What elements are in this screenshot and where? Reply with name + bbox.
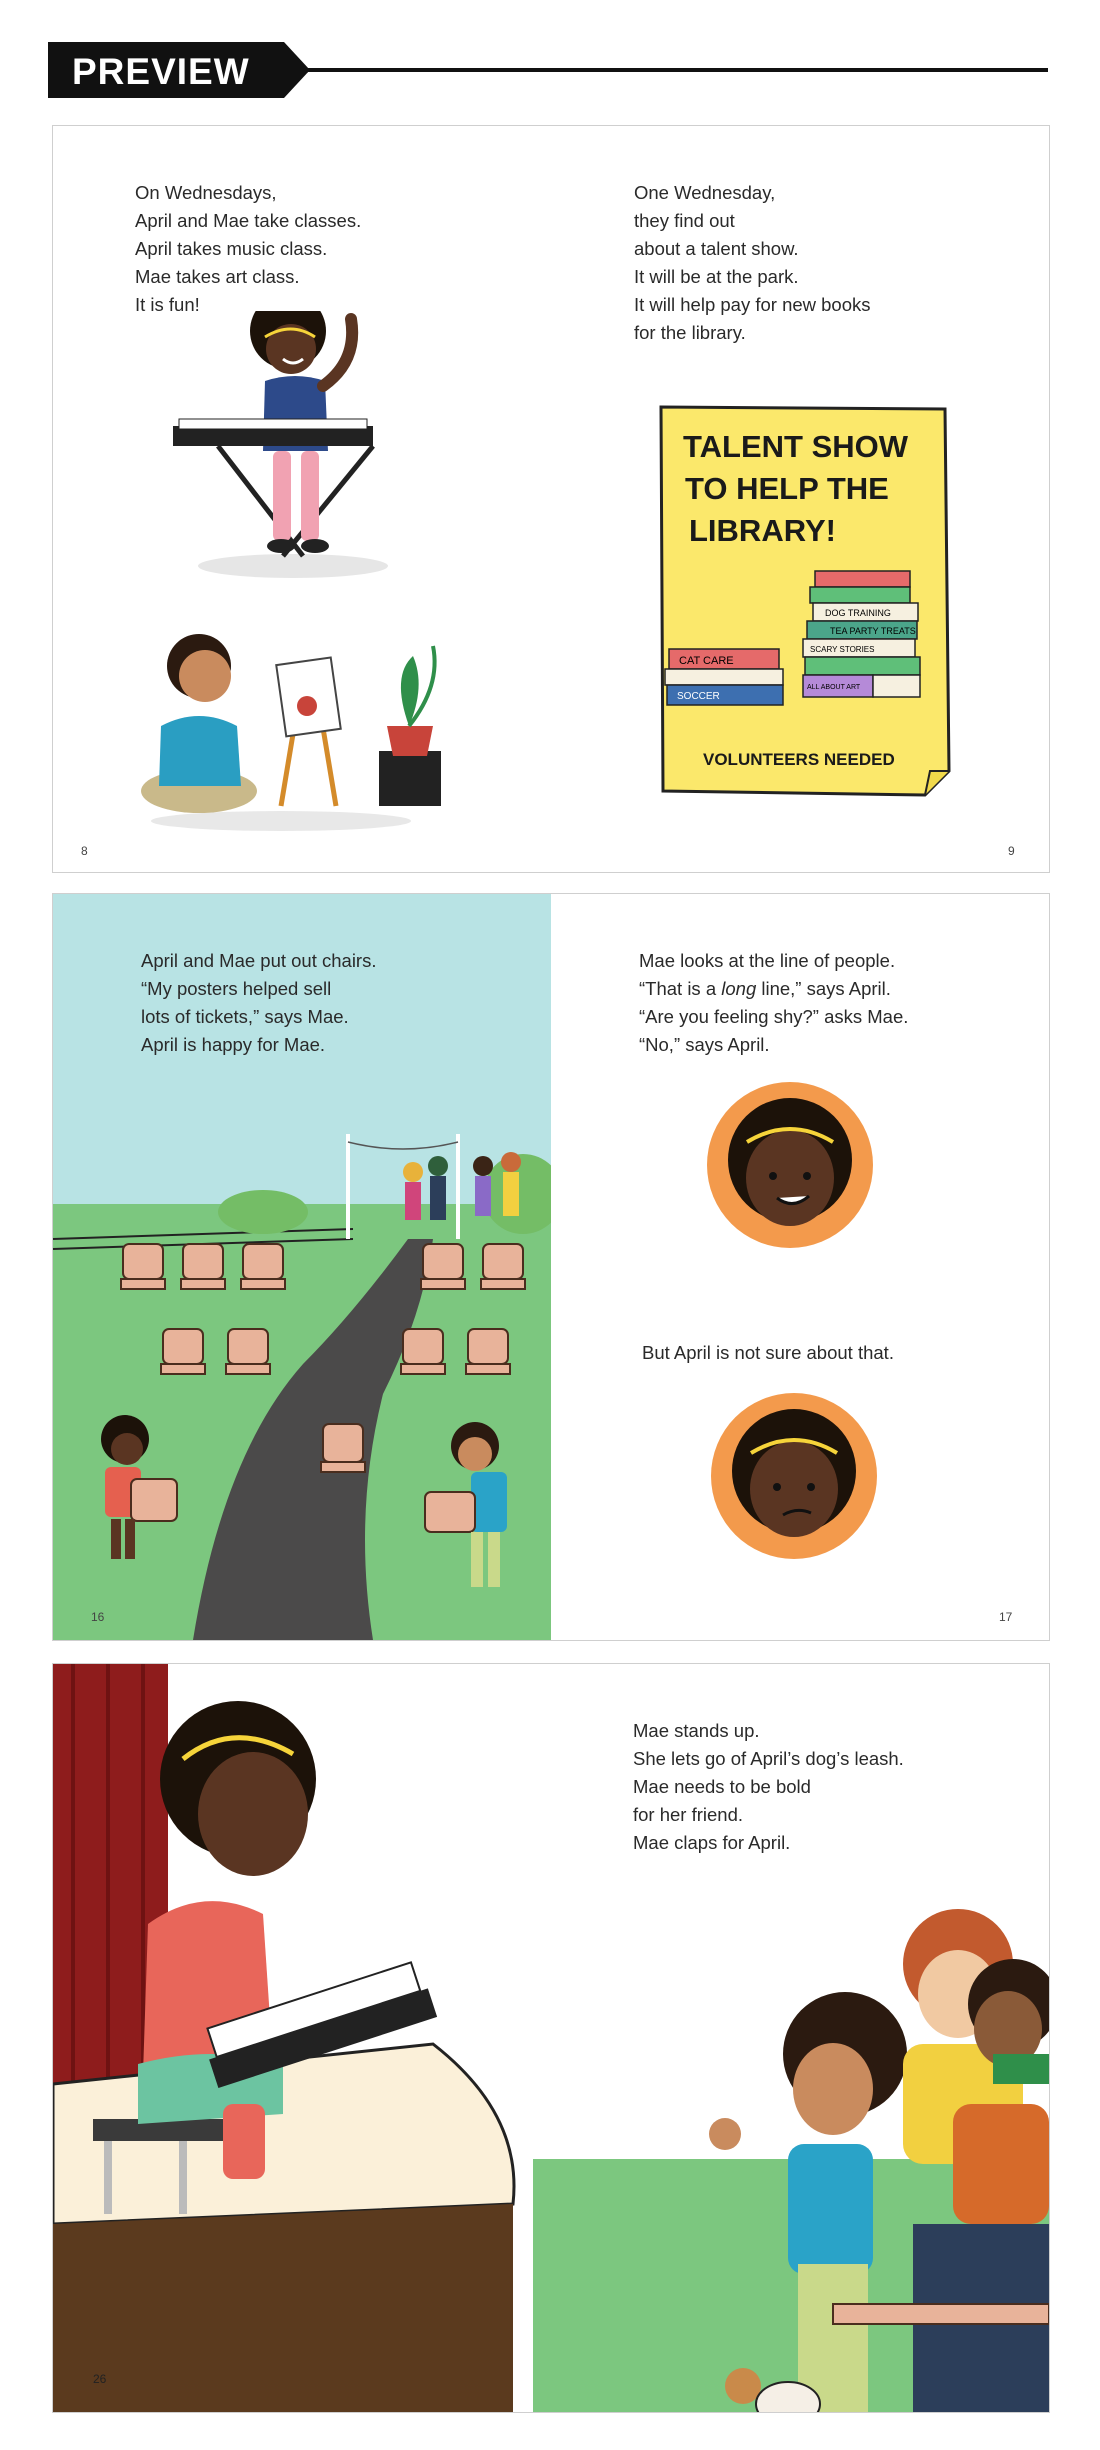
april-smiling-face [705, 1080, 875, 1250]
book-title: TEA PARTY TREATS [830, 626, 916, 636]
text-line: April and Mae take classes. [135, 210, 362, 231]
page-number-left: 26 [93, 2372, 107, 2386]
text-line: April takes music class. [135, 238, 328, 259]
page-number-left: 16 [91, 1610, 105, 1624]
book-title: SOCCER [677, 691, 720, 702]
text-line: “My posters helped sell [141, 978, 332, 999]
page-number-left: 8 [81, 844, 88, 858]
page17-text-middle [642, 1339, 894, 1367]
poster-heading-line: LIBRARY! [689, 513, 836, 548]
book-title: SCARY STORIES [810, 645, 875, 654]
text-line: “That is a long line,” says April. [639, 978, 891, 999]
banner-label: PREVIEW [72, 51, 250, 92]
text-line: Mae takes art class. [135, 266, 300, 287]
april-worried-face [709, 1391, 879, 1561]
page9-text [634, 179, 871, 347]
page27-text [633, 1717, 904, 1857]
book-title: CAT CARE [679, 655, 734, 667]
text-line: One Wednesday, [634, 182, 776, 203]
book-title: DOG TRAINING [825, 608, 891, 618]
text-line: for the library. [634, 322, 746, 343]
text-line: Mae needs to be bold [633, 1776, 811, 1797]
page-number-right: 17 [999, 1610, 1013, 1624]
text-line: about a talent show. [634, 238, 799, 259]
text-line: She lets go of April’s dog’s leash. [633, 1748, 904, 1769]
text-line: Mae claps for April. [633, 1832, 791, 1853]
emphasized-word: long [721, 978, 757, 999]
text-line: Mae stands up. [633, 1720, 760, 1741]
mae-painting-illustration [141, 626, 471, 836]
text-line: they find out [634, 210, 735, 231]
page17-text [639, 947, 908, 1059]
talent-show-poster [655, 401, 955, 801]
poster-footer: VOLUNTEERS NEEDED [703, 750, 895, 769]
text-line: It will be at the park. [634, 266, 799, 287]
april-keyboard-illustration [173, 311, 423, 581]
text-line: April and Mae put out chairs. [141, 950, 377, 971]
text-line: Mae looks at the line of people. [639, 950, 896, 971]
text-line: for her friend. [633, 1804, 744, 1825]
text-line: April is happy for Mae. [141, 1034, 326, 1055]
text-line: lots of tickets,” says Mae. [141, 1006, 349, 1027]
text-line: “No,” says April. [639, 1034, 770, 1055]
book-title: ALL ABOUT ART [807, 684, 861, 691]
text-line: But April is not sure about that. [642, 1342, 894, 1363]
preview-banner [48, 38, 948, 102]
spread-pages-16-17 [52, 893, 1050, 1641]
banner-rule [288, 68, 1048, 72]
poster-heading-line: TO HELP THE [685, 471, 889, 506]
spread-pages-26-27 [52, 1663, 1050, 2413]
text-line: It will help pay for new books [634, 294, 871, 315]
spread-pages-8-9 [52, 125, 1050, 873]
page8-text [135, 179, 361, 319]
page16-text [141, 947, 377, 1059]
page-number-right: 9 [1008, 844, 1015, 858]
text-line: It is fun! [135, 294, 200, 315]
text-line: On Wednesdays, [135, 182, 277, 203]
text-line: “Are you feeling shy?” asks Mae. [639, 1006, 909, 1027]
poster-heading-line: TALENT SHOW [683, 429, 909, 464]
